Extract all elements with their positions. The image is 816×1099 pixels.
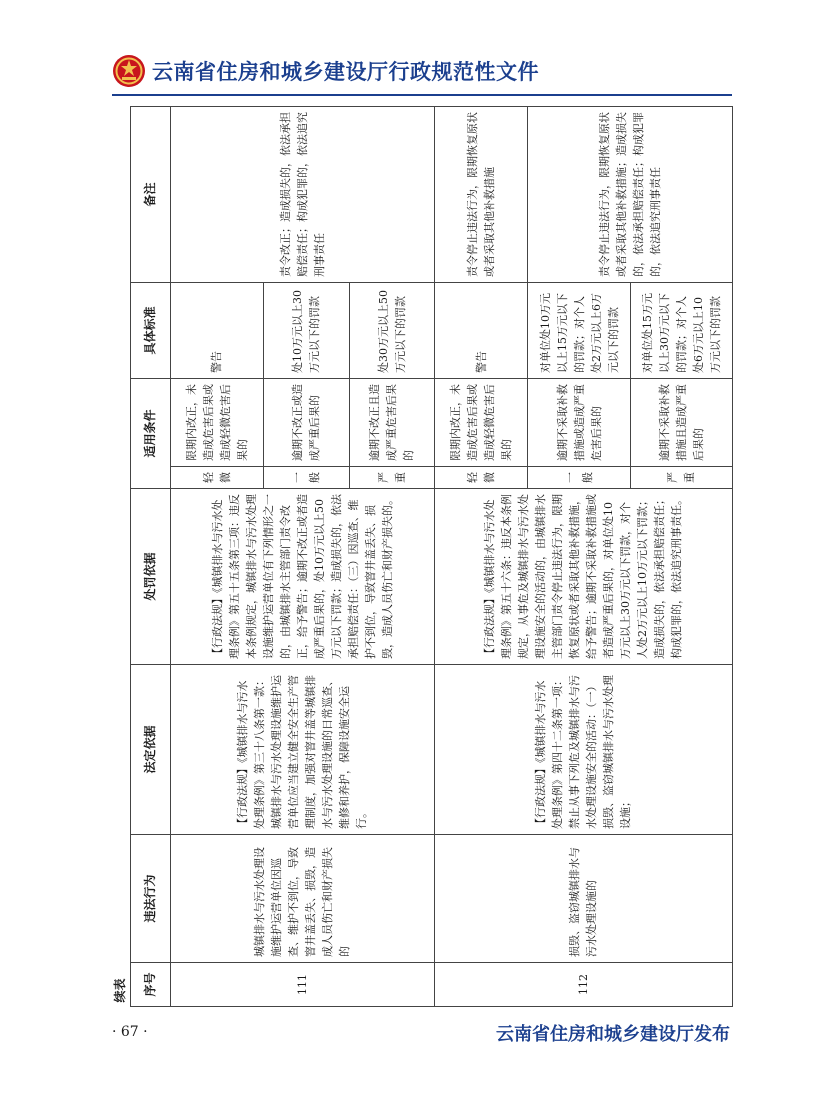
level-label: 轻微: [170, 467, 264, 489]
page-number: · 67 ·: [112, 1024, 148, 1040]
level-standard: 对单位处10万元以上15万元以下的罚款；对个人处2万元以上6万元以下的罚款: [528, 283, 630, 379]
row-basis: 【行政法规】《城镇排水与污水处理条例》第四十二条第一项：禁止从事下列危及城镇排水与污水处理设施安全的活动：（一）损毁、盗窃城镇排水与污水处理设施；: [434, 665, 732, 835]
row-seq: 111: [170, 963, 434, 1007]
table-caption: 续表: [113, 978, 128, 1003]
level-condition: 逾期不采取补救措施且造成严重后果的: [630, 379, 732, 467]
row-penalty: 【行政法规】《城镇排水与污水处理条例》第五十五条第三项：违反本条例规定，城镇排水与污水处理设施维护运营单位有下列情形之一的，由城镇排水主管部门责令改正，给予警告；逾期不改正或者造成严重后果的，处10万元以上50万元以下罚款；造成损失的，依法承担赔偿责任：（三）因巡查、维护不到位，导致窨井盖丢失、损毁，造成人员伤亡和财产损失的。: [170, 489, 434, 665]
level-condition: 逾期不改正且造成严重危害后果的: [349, 379, 434, 467]
level-condition: 限期内改正，未造成危害后果或造成轻微危害后果的: [170, 379, 264, 467]
level-label: 轻微: [434, 467, 528, 489]
header-act: 违法行为: [131, 835, 170, 963]
level-label: 一般: [264, 467, 349, 489]
table-row: [170, 106, 264, 1006]
level-standard: 警告: [434, 283, 528, 379]
level-label: 严重: [349, 467, 434, 489]
level-standard: 对单位处15万元以上30万元以下的罚款；对个人处6万元以上10万元以下的罚款: [630, 283, 732, 379]
level-condition: 限期内改正，未造成危害后果或造成轻微危害后果的: [434, 379, 528, 467]
document-header: [112, 52, 732, 96]
level-standard: 处10万元以上30万元以下的罚款: [264, 283, 349, 379]
row-act: 损毁、盗窃城镇排水与污水处理设施的: [434, 835, 732, 963]
row-act: 城镇排水与污水处理设施维护运营单位因巡查、维护不到位，导致窨井盖丢失、损毁，造成人员伤亡和财产损失的: [170, 835, 434, 963]
row-note: 责令改正；造成损失的，依法承担赔偿责任；构成犯罪的，依法追究刑事责任: [170, 106, 434, 282]
row-note: 责令停止违法行为，限期恢复原状或者采取其他补救措施；造成损失的，依法承担赔偿责任；构成犯罪的，依法追究刑事责任: [528, 106, 733, 282]
publisher-name: 云南省住房和城乡建设厅发布: [496, 1024, 730, 1045]
header-note: 备注: [131, 106, 170, 282]
level-standard: 处30万元以上50万元以下的罚款: [349, 283, 434, 379]
header-std: 具体标准: [131, 283, 170, 379]
level-standard: 警告: [170, 283, 264, 379]
table-row: [434, 106, 528, 1006]
table-header-row: [131, 106, 170, 1006]
penalty-table: [111, 106, 733, 1007]
header-seq: 序号: [131, 963, 170, 1007]
header-penalty: 处罚依据: [131, 489, 170, 665]
document-title: 云南省住房和城乡建设厅行政规范性文件: [152, 60, 539, 84]
header-cond: 适用条件: [131, 379, 170, 489]
level-label: 严重: [630, 467, 732, 489]
row-penalty: 【行政法规】《城镇排水与污水处理条例》第五十六条：违反本条例规定，从事危及城镇排水与污水处理设施安全的活动的，由城镇排水主管部门责令停止违法行为，限期恢复原状或者采取其他补救措施，给予警告；逾期不采取补救措施或者造成严重后果的，对单位处10万元以上30万元以下罚款，对个人处2万元以上10万元以下罚款；造成损失的，依法承担赔偿责任；构成犯罪的，依法追究刑事责任。: [434, 489, 732, 665]
row-seq: 112: [434, 963, 732, 1007]
level-note: 责令停止违法行为，限期恢复原状或者采取其他补救措施: [434, 106, 528, 282]
national-emblem-icon: [112, 54, 146, 88]
level-condition: 逾期不采取补救措施或造成严重危害后果的: [528, 379, 630, 467]
level-condition: 逾期不改正或造成严重后果的: [264, 379, 349, 467]
level-label: 一般: [528, 467, 630, 489]
header-basis: 法定依据: [131, 665, 170, 835]
row-basis: 【行政法规】《城镇排水与污水处理条例》第三十八条第一款：城镇排水与污水处理设施维护运营单位应当建立健全安全生产管理制度，加强对窨井盖等城镇排水与污水处理设施的日常巡查、维修和养护，保障设施安全运行。: [170, 665, 434, 835]
rotated-table-wrapper: [111, 107, 733, 1007]
header-divider: [112, 94, 732, 96]
